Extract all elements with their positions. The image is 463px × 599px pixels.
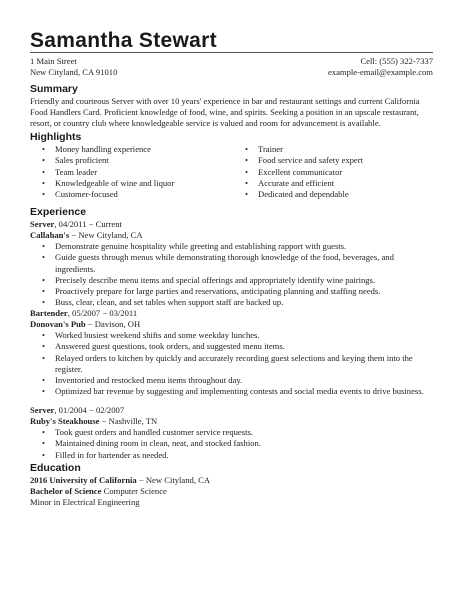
list-item: • Maintained dining room in clean, neat, and stocked fashion. (40, 438, 430, 449)
cell-phone: Cell: (555) 322-7337 (360, 56, 433, 66)
summary-text: Friendly and courteous Server with over 10 years' experience in bar and restaurant settings and current California Food Handlers Card. Proficient knowledge of food, wine, and spirits. Seeking a position in an upscale restaurant, resort, or country club where knowledgeable service is valued and room for advancement is available. (30, 96, 420, 128)
list-item: • Buss, clear, clean, and set tables when support staff are backed up. (40, 297, 430, 308)
highlights-right-list (243, 144, 433, 200)
email-address[interactable]: example-email@example.com (327, 67, 433, 77)
city-address: New Cityland, CA 91010 (30, 67, 118, 77)
list-item: • Took guest orders and handled customer service requests. (40, 427, 430, 438)
education-block (30, 475, 430, 508)
summary-heading: Summary (30, 83, 78, 95)
job-entry-1 (30, 219, 430, 309)
list-item: • Filled in for bartender as needed. (40, 450, 430, 461)
street-address: 1 Main Street (30, 56, 77, 66)
list-item: • Excellent communicator (243, 167, 433, 178)
list-item: • Food service and safety expert (243, 155, 433, 166)
list-item: • Money handling experience (40, 144, 230, 155)
degree-name: Bachelor of Science (30, 486, 102, 496)
job-duties-list (40, 241, 430, 309)
job-title: Server (30, 405, 55, 415)
candidate-name: Samantha Stewart (30, 29, 217, 52)
job-duties-list (40, 330, 430, 398)
list-item: • Guide guests through menus while demonstrating thorough knowledge of the food, beverages, and ingredients. (40, 252, 430, 275)
list-item: • Knowledgeable of wine and liquor (40, 178, 230, 189)
employer-location: − New Cityland, CA (69, 230, 143, 240)
list-item: • Answered guest questions, took orders, and suggested menu items. (40, 341, 430, 352)
employer-name: Ruby's Steakhouse (30, 416, 100, 426)
job-entry-2 (30, 308, 430, 398)
experience-heading: Experience (30, 206, 87, 218)
highlights-heading: Highlights (30, 131, 82, 143)
list-item: • Dedicated and dependable (243, 189, 433, 200)
list-item: • Precisely describe menu items and special offerings and appropriately identify wine pairings. (40, 275, 430, 286)
list-item: • Accurate and efficient (243, 178, 433, 189)
employer-name: Donovan's Pub (30, 319, 86, 329)
header-divider (30, 52, 433, 53)
list-item: • Demonstrate genuine hospitality while greeting and establishing rapport with guests. (40, 241, 430, 252)
highlights-left-list (40, 144, 230, 200)
employer-name: Callahan's (30, 230, 70, 240)
degree-field: Computer Science (101, 486, 167, 496)
school-name: 2016 University of California (30, 475, 137, 485)
list-item: • Customer-focused (40, 189, 230, 200)
employer-location: − Davison, OH (85, 319, 141, 329)
job-duties-list (40, 427, 430, 461)
job-entry-3 (30, 405, 430, 461)
job-title: Bartender (30, 308, 68, 318)
list-item: • Optimized bar revenue by suggesting and implementing contests and social media events to drive business. (40, 386, 430, 397)
list-item: • Team leader (40, 167, 230, 178)
job-dates: , 05/2007 − 03/2011 (67, 308, 138, 318)
job-dates: , 04/2011 − Current (54, 219, 122, 229)
education-heading: Education (30, 462, 81, 474)
list-item: • Trainer (243, 144, 433, 155)
list-item: • Worked busiest weekend shifts and some weekday lunches. (40, 330, 430, 341)
job-title: Server (30, 219, 55, 229)
contact-block (328, 56, 433, 78)
list-item: • Relayed orders to kitchen by quickly and accurately recording guest selections and keying them into the register. (40, 353, 430, 376)
list-item: • Inventoried and restocked menu items throughout day. (40, 375, 430, 386)
school-location: − New Cityland, CA (136, 475, 211, 485)
list-item: • Sales proficient (40, 155, 230, 166)
employer-location: − Nashville, TN (99, 416, 158, 426)
list-item: • Proactively prepare for large parties and reservations, anticipating planning and staffing needs. (40, 286, 430, 297)
address-block (30, 56, 117, 78)
job-dates: , 01/2004 − 02/2007 (54, 405, 125, 415)
minor-text: Minor in Electrical Engineering (30, 497, 140, 507)
